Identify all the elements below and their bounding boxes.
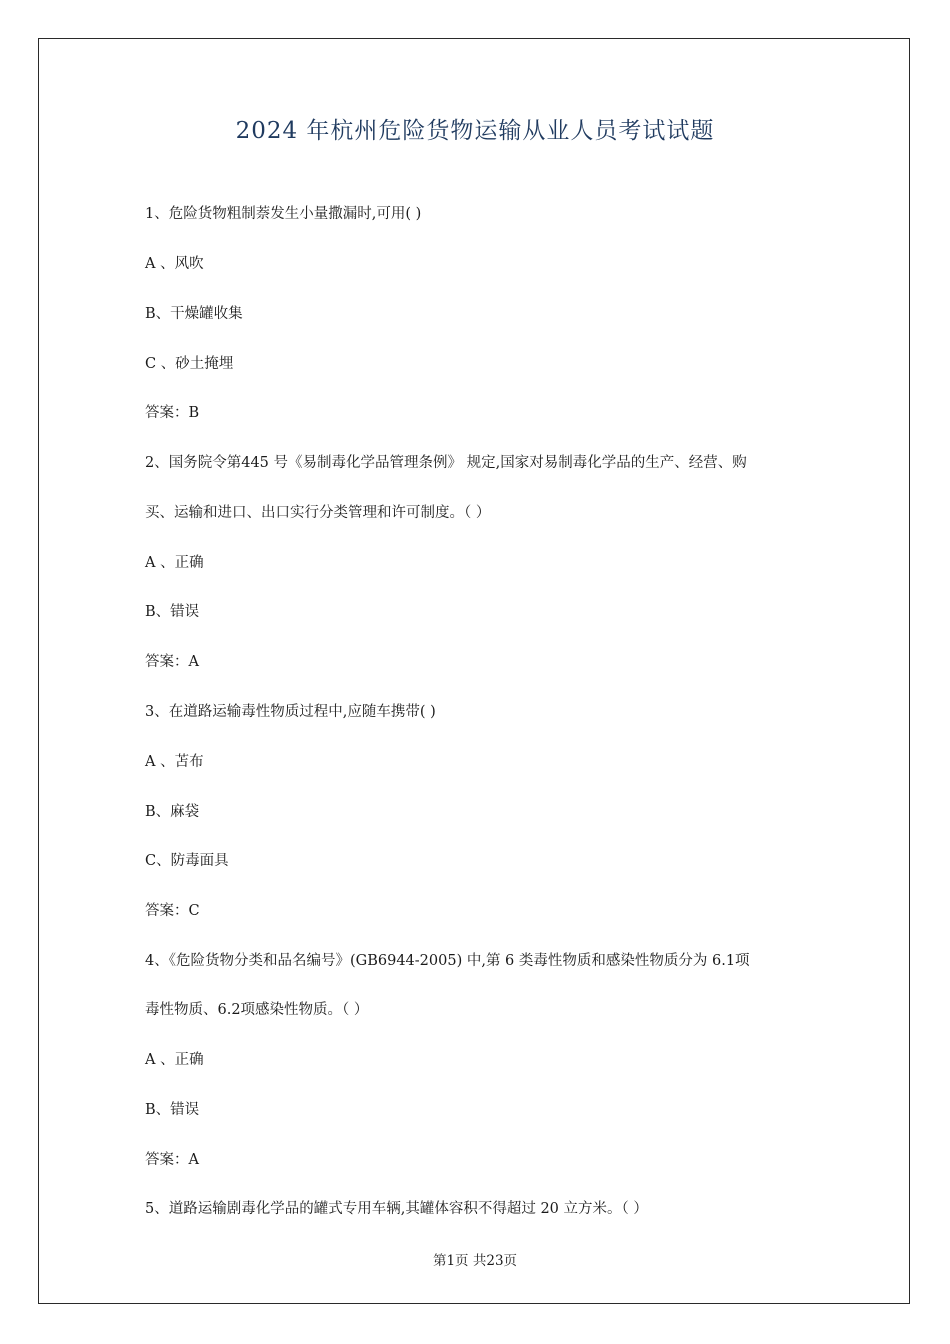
option-3c: C、防毒面具	[145, 853, 229, 869]
question-5-text: 5、道路运输剧毒化学品的罐式专用车辆,其罐体容积不得超过 20 立方米。（ ）	[145, 1201, 648, 1217]
question-2-text-cont: 买、运输和进口、出口实行分类管理和许可制度。（ ）	[145, 505, 491, 521]
question-3-text: 3、在道路运输毒性物质过程中,应随车携带( )	[145, 704, 436, 720]
question-4-text: 4、《危险货物分类和品名编号》(GB6944-2005) 中,第 6 类毒性物质和感染性物质分为 6.1项	[145, 953, 750, 969]
option-3a: A 、苫布	[145, 754, 204, 770]
answer-4: 答案：A	[145, 1152, 199, 1168]
option-3b: B、麻袋	[145, 804, 200, 820]
option-4a: A 、正确	[145, 1052, 204, 1068]
answer-1: 答案：B	[145, 405, 200, 421]
question-4-text-cont: 毒性物质、6.2项感染性物质。（ ）	[145, 1002, 369, 1018]
question-1-text: 1、危险货物粗制萘发生小量撒漏时,可用( )	[145, 206, 422, 222]
option-4b: B、错误	[145, 1102, 200, 1118]
option-1b: B、干燥罐收集	[145, 306, 243, 322]
answer-3: 答案：C	[145, 903, 200, 919]
question-2-text: 2、国务院令第445 号《易制毒化学品管理条例》 规定,国家对易制毒化学品的生产、经营、购	[145, 455, 747, 471]
option-1c: C 、砂土掩埋	[145, 356, 234, 372]
option-2a: A 、正确	[145, 555, 204, 571]
answer-2: 答案：A	[145, 654, 199, 670]
page-footer: 第1页 共23页	[432, 1253, 518, 1269]
document-title: 2024 年杭州危险货物运输从业人员考试试题	[235, 118, 715, 144]
option-1a: A 、风吹	[145, 256, 204, 272]
option-2b: B、错误	[145, 604, 200, 620]
